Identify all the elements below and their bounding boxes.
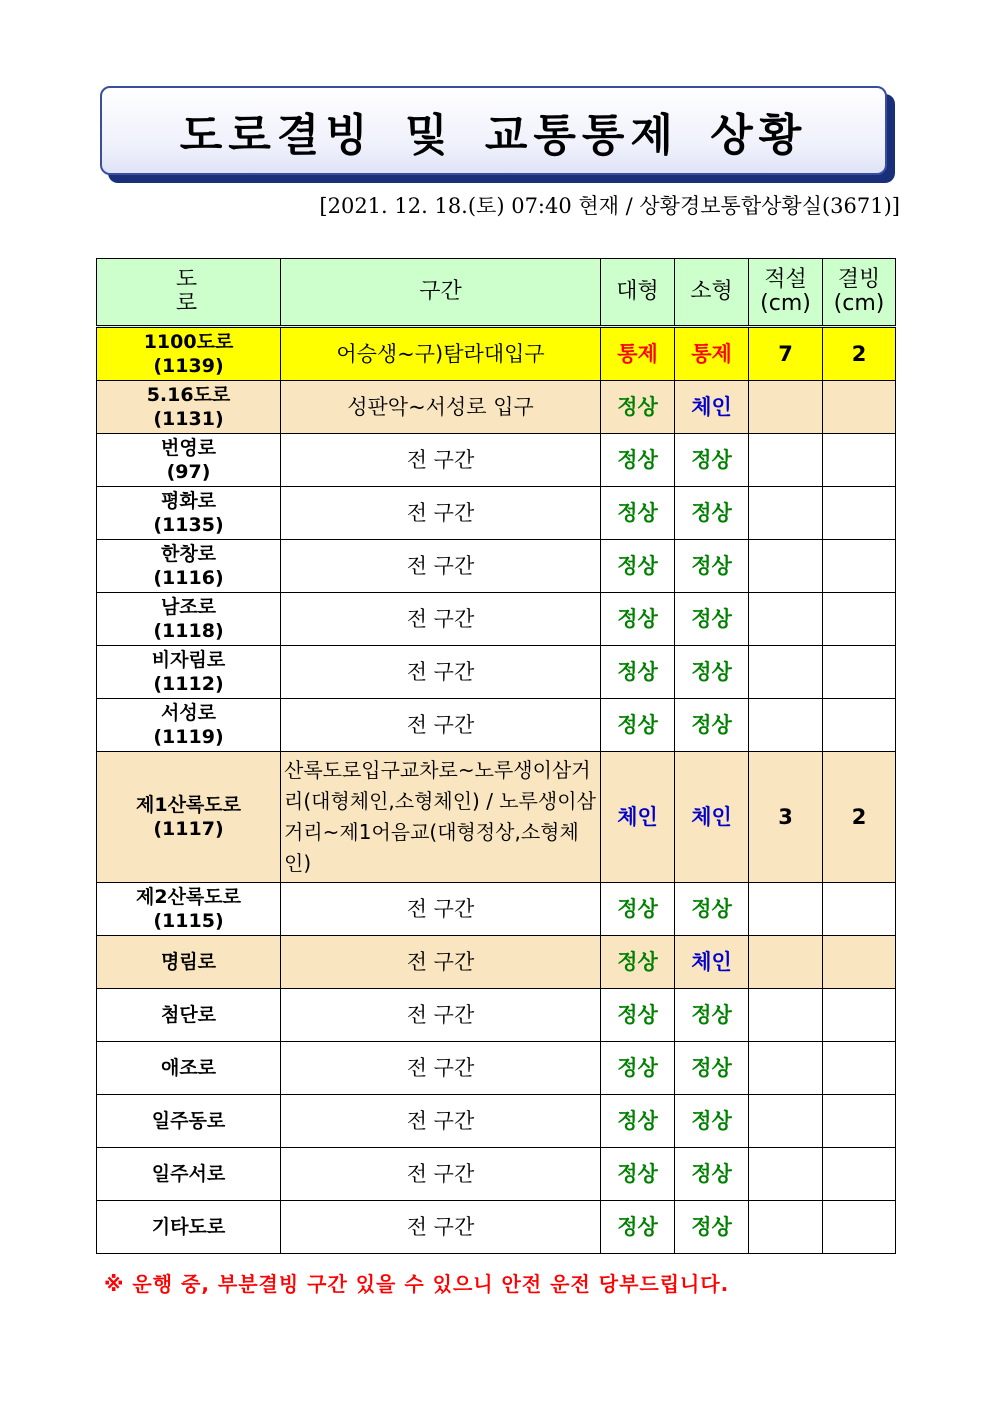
section-cell: 전 구간 bbox=[281, 646, 601, 699]
snow-depth-cell bbox=[749, 487, 823, 540]
safety-notice: ※ 운행 중, 부분결빙 구간 있을 수 있으니 안전 운전 당부드립니다. bbox=[104, 1272, 730, 1296]
small-vehicle-status-cell: 정상 bbox=[675, 646, 749, 699]
table-row bbox=[97, 936, 896, 989]
table-row bbox=[97, 989, 896, 1042]
snow-depth-cell bbox=[749, 699, 823, 752]
section-cell: 전 구간 bbox=[281, 1148, 601, 1201]
road-name-cell: 비자림로 (1112) bbox=[97, 646, 281, 699]
road-status-table bbox=[96, 258, 896, 1254]
section-cell: 전 구간 bbox=[281, 699, 601, 752]
ice-depth-cell: 2 bbox=[823, 752, 896, 883]
snow-depth-cell bbox=[749, 381, 823, 434]
ice-depth-cell bbox=[823, 646, 896, 699]
road-name-cell: 첨단로 bbox=[97, 989, 281, 1042]
title-banner bbox=[100, 86, 887, 175]
ice-depth-cell bbox=[823, 1095, 896, 1148]
large-vehicle-status-cell: 정상 bbox=[601, 883, 675, 936]
road-name-cell: 평화로 (1135) bbox=[97, 487, 281, 540]
table-row bbox=[97, 593, 896, 646]
large-vehicle-status-cell: 체인 bbox=[601, 752, 675, 883]
road-name-cell: 제1산록도로 (1117) bbox=[97, 752, 281, 883]
large-vehicle-status-cell: 정상 bbox=[601, 1201, 675, 1254]
table-row bbox=[97, 1042, 896, 1095]
ice-depth-cell bbox=[823, 540, 896, 593]
table-row bbox=[97, 487, 896, 540]
ice-depth-cell bbox=[823, 936, 896, 989]
ice-depth-cell bbox=[823, 381, 896, 434]
section-cell: 성판악~서성로 입구 bbox=[281, 381, 601, 434]
road-name-cell: 서성로 (1119) bbox=[97, 699, 281, 752]
road-name-cell: 번영로 (97) bbox=[97, 434, 281, 487]
header-ice: 결빙 (cm) bbox=[823, 259, 896, 327]
page-title: 도로결빙 및 교통통제 상황 bbox=[179, 109, 808, 161]
section-cell: 전 구간 bbox=[281, 1042, 601, 1095]
table-row bbox=[97, 1201, 896, 1254]
road-name-cell: 애조로 bbox=[97, 1042, 281, 1095]
ice-depth-cell bbox=[823, 699, 896, 752]
small-vehicle-status-cell: 정상 bbox=[675, 593, 749, 646]
small-vehicle-status-cell: 통제 bbox=[675, 327, 749, 381]
snow-depth-cell bbox=[749, 1201, 823, 1254]
large-vehicle-status-cell: 정상 bbox=[601, 434, 675, 487]
header-snow: 적설 (cm) bbox=[749, 259, 823, 327]
large-vehicle-status-cell: 정상 bbox=[601, 1148, 675, 1201]
section-cell: 산록도로입구교차로~노루생이삼거리(대형체인,소형체인) / 노루생이삼거리~제1어음교(대형정상,소형체인) bbox=[281, 752, 601, 883]
section-cell: 전 구간 bbox=[281, 1201, 601, 1254]
small-vehicle-status-cell: 정상 bbox=[675, 699, 749, 752]
large-vehicle-status-cell: 정상 bbox=[601, 593, 675, 646]
small-vehicle-status-cell: 정상 bbox=[675, 434, 749, 487]
ice-depth-cell bbox=[823, 487, 896, 540]
section-cell: 전 구간 bbox=[281, 593, 601, 646]
table-row bbox=[97, 540, 896, 593]
ice-depth-cell bbox=[823, 883, 896, 936]
small-vehicle-status-cell: 정상 bbox=[675, 1148, 749, 1201]
snow-depth-cell: 3 bbox=[749, 752, 823, 883]
small-vehicle-status-cell: 정상 bbox=[675, 540, 749, 593]
ice-depth-cell bbox=[823, 593, 896, 646]
large-vehicle-status-cell: 정상 bbox=[601, 936, 675, 989]
small-vehicle-status-cell: 정상 bbox=[675, 1042, 749, 1095]
road-name-cell: 1100도로 (1139) bbox=[97, 327, 281, 381]
section-cell: 전 구간 bbox=[281, 434, 601, 487]
road-name-cell: 5.16도로 (1131) bbox=[97, 381, 281, 434]
small-vehicle-status-cell: 체인 bbox=[675, 752, 749, 883]
road-name-cell: 제2산록도로 (1115) bbox=[97, 883, 281, 936]
road-name-cell: 남조로 (1118) bbox=[97, 593, 281, 646]
table-row bbox=[97, 381, 896, 434]
large-vehicle-status-cell: 정상 bbox=[601, 1095, 675, 1148]
small-vehicle-status-cell: 정상 bbox=[675, 989, 749, 1042]
header-section: 구간 bbox=[281, 259, 601, 327]
table-row bbox=[97, 646, 896, 699]
large-vehicle-status-cell: 정상 bbox=[601, 540, 675, 593]
small-vehicle-status-cell: 체인 bbox=[675, 381, 749, 434]
snow-depth-cell bbox=[749, 883, 823, 936]
snow-depth-cell bbox=[749, 540, 823, 593]
report-timestamp: [2021. 12. 18.(토) 07:40 현재 / 상황경보통합상황실(3671)] bbox=[319, 194, 900, 218]
section-cell: 어승생~구)탐라대입구 bbox=[281, 327, 601, 381]
small-vehicle-status-cell: 정상 bbox=[675, 1201, 749, 1254]
ice-depth-cell bbox=[823, 989, 896, 1042]
section-cell: 전 구간 bbox=[281, 1095, 601, 1148]
large-vehicle-status-cell: 통제 bbox=[601, 327, 675, 381]
large-vehicle-status-cell: 정상 bbox=[601, 487, 675, 540]
road-name-cell: 일주서로 bbox=[97, 1148, 281, 1201]
road-name-cell: 한창로 (1116) bbox=[97, 540, 281, 593]
section-cell: 전 구간 bbox=[281, 936, 601, 989]
section-cell: 전 구간 bbox=[281, 487, 601, 540]
large-vehicle-status-cell: 정상 bbox=[601, 989, 675, 1042]
large-vehicle-status-cell: 정상 bbox=[601, 381, 675, 434]
road-name-cell: 명림로 bbox=[97, 936, 281, 989]
large-vehicle-status-cell: 정상 bbox=[601, 1042, 675, 1095]
header-small: 소형 bbox=[675, 259, 749, 327]
small-vehicle-status-cell: 정상 bbox=[675, 487, 749, 540]
snow-depth-cell bbox=[749, 434, 823, 487]
table-row bbox=[97, 699, 896, 752]
snow-depth-cell bbox=[749, 936, 823, 989]
ice-depth-cell bbox=[823, 1201, 896, 1254]
table-row bbox=[97, 434, 896, 487]
large-vehicle-status-cell: 정상 bbox=[601, 699, 675, 752]
small-vehicle-status-cell: 정상 bbox=[675, 883, 749, 936]
large-vehicle-status-cell: 정상 bbox=[601, 646, 675, 699]
snow-depth-cell bbox=[749, 646, 823, 699]
table-row bbox=[97, 883, 896, 936]
table-header-row bbox=[97, 259, 896, 327]
snow-depth-cell bbox=[749, 989, 823, 1042]
table-row bbox=[97, 1095, 896, 1148]
table-body bbox=[97, 327, 896, 1254]
road-name-cell: 일주동로 bbox=[97, 1095, 281, 1148]
ice-depth-cell bbox=[823, 1042, 896, 1095]
snow-depth-cell bbox=[749, 1095, 823, 1148]
table-row bbox=[97, 327, 896, 381]
section-cell: 전 구간 bbox=[281, 989, 601, 1042]
ice-depth-cell bbox=[823, 1148, 896, 1201]
section-cell: 전 구간 bbox=[281, 540, 601, 593]
header-large: 대형 bbox=[601, 259, 675, 327]
snow-depth-cell bbox=[749, 1042, 823, 1095]
small-vehicle-status-cell: 정상 bbox=[675, 1095, 749, 1148]
road-name-cell: 기타도로 bbox=[97, 1201, 281, 1254]
ice-depth-cell bbox=[823, 434, 896, 487]
ice-depth-cell: 2 bbox=[823, 327, 896, 381]
small-vehicle-status-cell: 체인 bbox=[675, 936, 749, 989]
snow-depth-cell bbox=[749, 1148, 823, 1201]
table-row bbox=[97, 1148, 896, 1201]
table-row bbox=[97, 752, 896, 883]
snow-depth-cell bbox=[749, 593, 823, 646]
section-cell: 전 구간 bbox=[281, 883, 601, 936]
snow-depth-cell: 7 bbox=[749, 327, 823, 381]
header-road: 도 로 bbox=[97, 259, 281, 327]
